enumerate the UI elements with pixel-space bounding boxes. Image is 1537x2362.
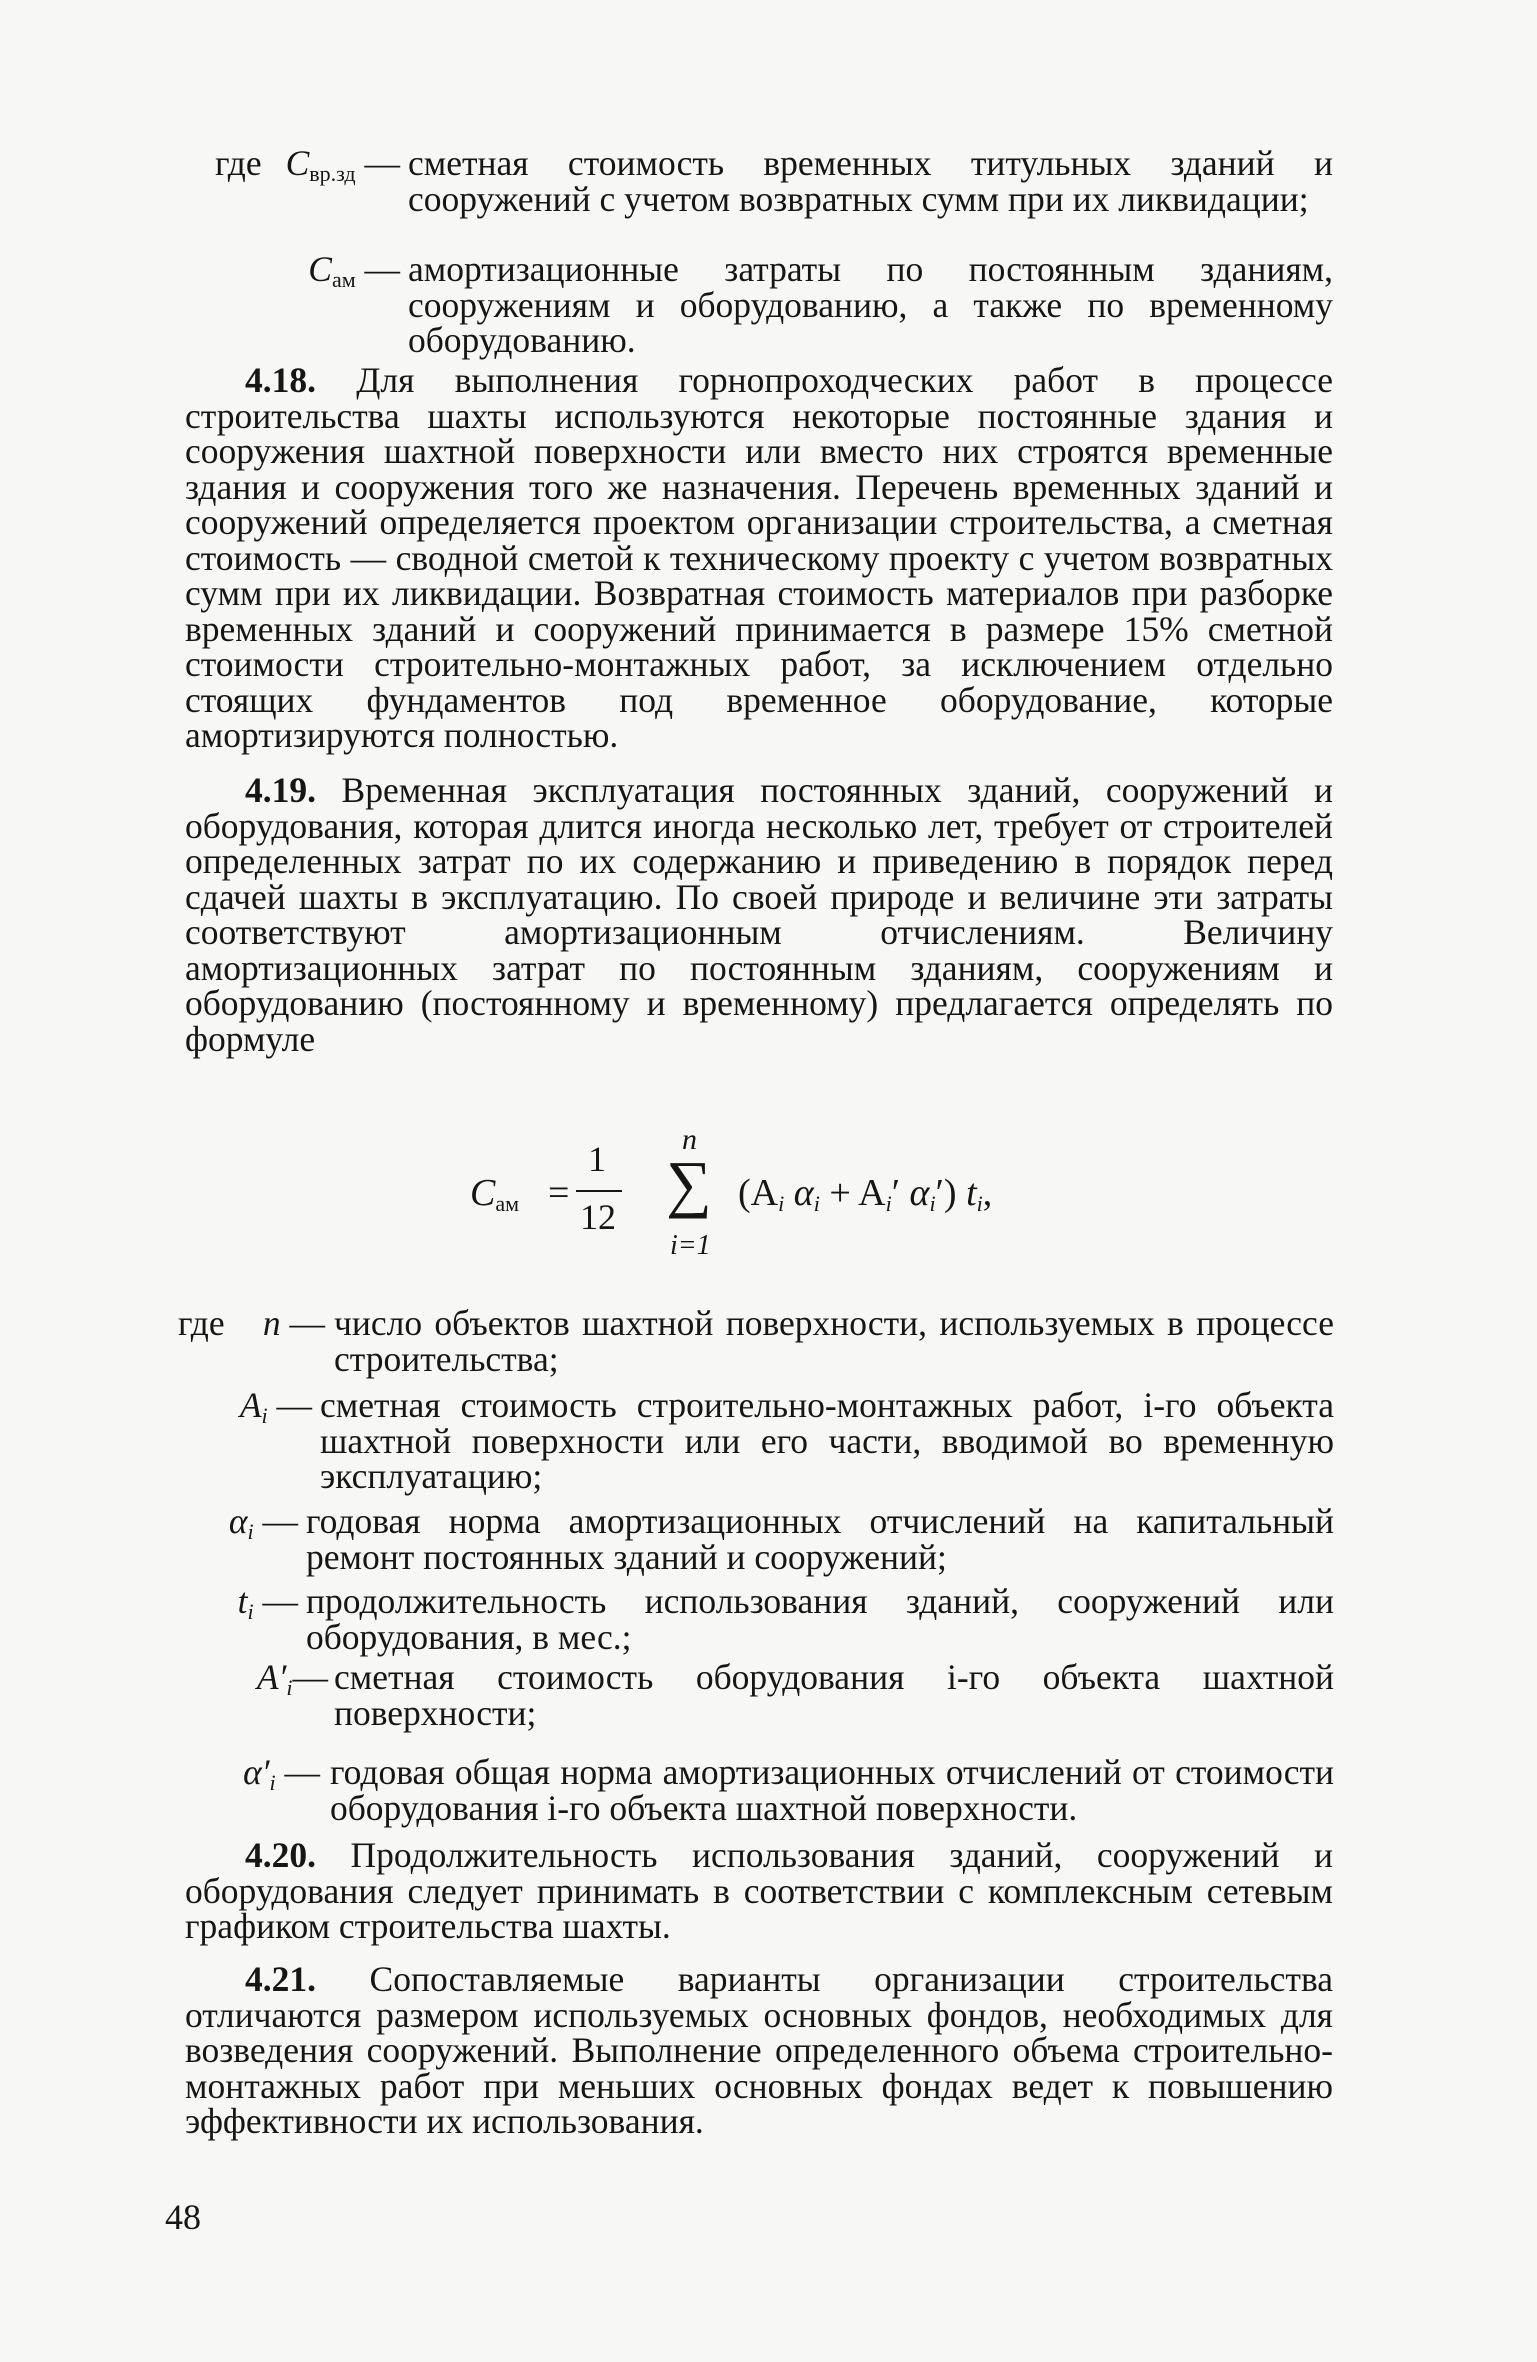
formula-numerator: 1 (588, 1139, 606, 1179)
paragraph-text-4-18: Для выполнения горнопроходческих работ в процессе строительства шахты используются некоторые постоянные здания и сооружения шахтной поверхности или вместо них строятся временные здания и сооружения того же назначения. Перечень временных зданий и сооружений определяется проектом организации строительства, а сметная стоимость — сводной сметой к техническому проекту с учетом возвратных сумм при их ликвидации. Возвратная стоимость материалов при разборке временных зданий и сооружений принимается в размере 15% сметной стоимости строительно-монтажных работ, за исключением отдельно стоящих фундаментов под временное оборудование, которые амортизируются полностью. (185, 360, 1333, 755)
definition-alpha-i: годовая норма амортизационных отчислений на капитальный ремонт постоянных зданий и сооружений; (306, 1501, 1334, 1577)
definition-a-prime-i: сметная стоимость оборудования i-го объекта шахтной поверхности; (334, 1657, 1334, 1733)
term-a-i: $A_i$ — (239, 1385, 312, 1428)
where-label-bottom: где (178, 1303, 225, 1343)
term-c-vr-zd: $C_{вр.зд}$ — (285, 143, 400, 186)
term-t-i: $t_i$ — (237, 1581, 298, 1624)
paragraph-4-21 (185, 1959, 1333, 2141)
paragraph-number-4-19: 4.19. (245, 770, 316, 810)
where-label-top: где (215, 143, 262, 183)
paragraph-number-4-21: 4.21. (245, 1959, 316, 1999)
definition-c-vr-zd: сметная стоимость временных титульных зданий и сооружений с учетом возвратных сумм при их ликвидации; (408, 143, 1333, 219)
paragraph-4-19 (185, 770, 1334, 1059)
sum-upper-limit: n (682, 1123, 697, 1156)
paragraph-text-4-19: Временная эксплуатация постоянных зданий, сооружений и оборудования, которая длится иногда несколько лет, требует от строителей определенных затрат по их содержанию и приведению в порядок перед сдачей шахты в эксплуатацию. По своей природе и величине эти затраты соответствуют амортизационным отчислениям. Величину амортизационных затрат по постоянным зданиям, сооружениям и оборудованию (постоянному и временному) предлагается определять по формуле (185, 770, 1334, 1059)
paragraph-number-4-18: 4.18. (245, 360, 316, 400)
definition-a-i: сметная стоимость строительно-монтажных работ, i-го объекта шахтной поверхности или его части, вводимой во временную эксплуатацию; (320, 1385, 1334, 1496)
definition-t-i: продолжительность использования зданий, сооружений или оборудования, в мес.; (306, 1581, 1334, 1657)
paragraph-text-4-21: Сопоставляемые варианты организации строительства отличаются размером используемых основных фондов, необходимых для возведения сооружений. Выполнение определенного объема строительно-монтажных работ при меньших основных фондах ведет к повышению эффективности их использования. (185, 1959, 1333, 2141)
sum-lower-limit: i=1 (670, 1230, 711, 1261)
formula-equals: = (548, 1172, 570, 1214)
definition-c-am: амортизационные затраты по постоянным зданиям, сооружениям и оборудованию, а также по временному оборудованию. (408, 249, 1333, 360)
formula-lhs: $C_{ам}$ (470, 1172, 520, 1216)
formula-body: ($A_i$ $\alpha_i + A_i'$ $\alpha_i'$) $t_i$, (738, 1172, 993, 1216)
term-a-prime-i: $A'_i—$ (256, 1657, 328, 1700)
definition-alpha-prime-i: годовая общая норма амортизационных отчислений от стоимости оборудования i-го объекта шахтной поверхности. (330, 1752, 1334, 1828)
term-alpha-i: $\alpha_i$ — (228, 1501, 298, 1544)
term-c-am: $C_{ам}$ — (308, 249, 400, 292)
formula-denominator: 12 (580, 1197, 616, 1237)
paragraph-4-20 (185, 1835, 1334, 1946)
paragraph-number-4-20: 4.20. (245, 1835, 316, 1875)
term-alpha-prime-i: $\alpha'_i$ — (243, 1752, 320, 1795)
page-number: 48 (165, 2197, 201, 2237)
paragraph-text-4-20: Продолжительность использования зданий, сооружений и оборудования следует принимать в соответствии с комплексным сетевым графиком строительства шахты. (185, 1835, 1334, 1946)
amortization-formula (470, 1123, 1090, 1280)
definition-n: число объектов шахтной поверхности, используемых в процессе строительства; (334, 1303, 1334, 1379)
sigma-symbol: ∑ (666, 1148, 712, 1219)
term-n: n — (262, 1303, 325, 1343)
paragraph-4-18 (185, 360, 1333, 755)
fraction-bar (576, 1190, 622, 1192)
